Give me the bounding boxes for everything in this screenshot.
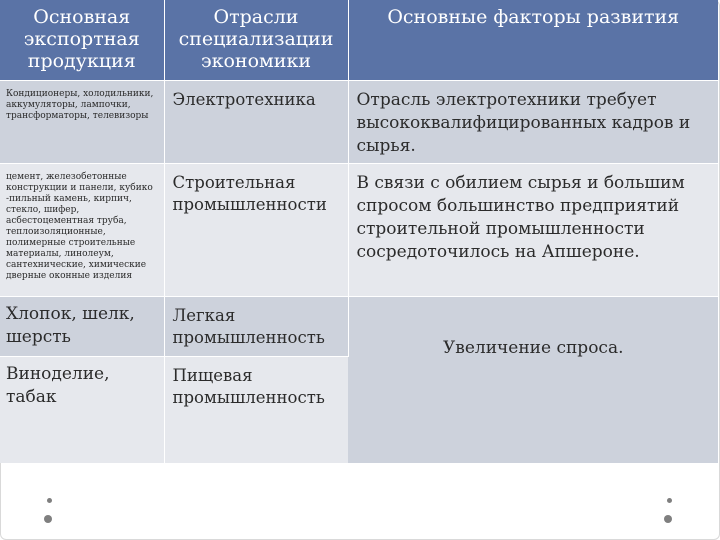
cell-industry: Пищевая промышленность <box>164 357 348 464</box>
cell-industry: Легкая промышленность <box>164 297 348 357</box>
cell-product: Хлопок, шелк, шерсть <box>0 297 164 357</box>
cell-factors: Отрасль электротехники требует высококвалифицированных кадров и сырья. <box>348 81 718 164</box>
header-industries: Отрасли специализации экономики <box>164 0 348 81</box>
table-row <box>0 164 718 297</box>
cell-product: Кондиционеры, холодильники, аккумуляторы, лампочки, трансформаторы, телевизоры <box>0 81 164 164</box>
table-row <box>0 81 718 164</box>
cell-merged-factors: Увеличение спроса. <box>348 297 718 464</box>
cell-product: Виноделие, табак <box>0 357 164 464</box>
table-header-row <box>0 0 718 81</box>
header-export-products: Основная экспортная продукция <box>0 0 164 81</box>
corner-dot-right-icon <box>664 515 672 523</box>
small-dot-right-icon <box>667 498 672 503</box>
small-dot-left-icon <box>47 498 52 503</box>
cell-product: цемент, железобетонные конструкции и панели, кубико -пильный камень, кирпич, стекло, шифер, асбестоцементная труба, теплоизоляционные, полимерные строительные материалы, линолеум, сантехнические, химические дверные оконные изделия <box>0 164 164 297</box>
cell-industry: Строительная промышленности <box>164 164 348 297</box>
cell-factors: В связи с обилием сырья и большим спросом большинство предприятий строительной промышленности сосредоточилось на Апшероне. <box>348 164 718 297</box>
corner-dot-left-icon <box>44 515 52 523</box>
cell-industry: Электротехника <box>164 81 348 164</box>
header-development-factors: Основные факторы развития <box>348 0 718 81</box>
table-row <box>0 297 718 357</box>
